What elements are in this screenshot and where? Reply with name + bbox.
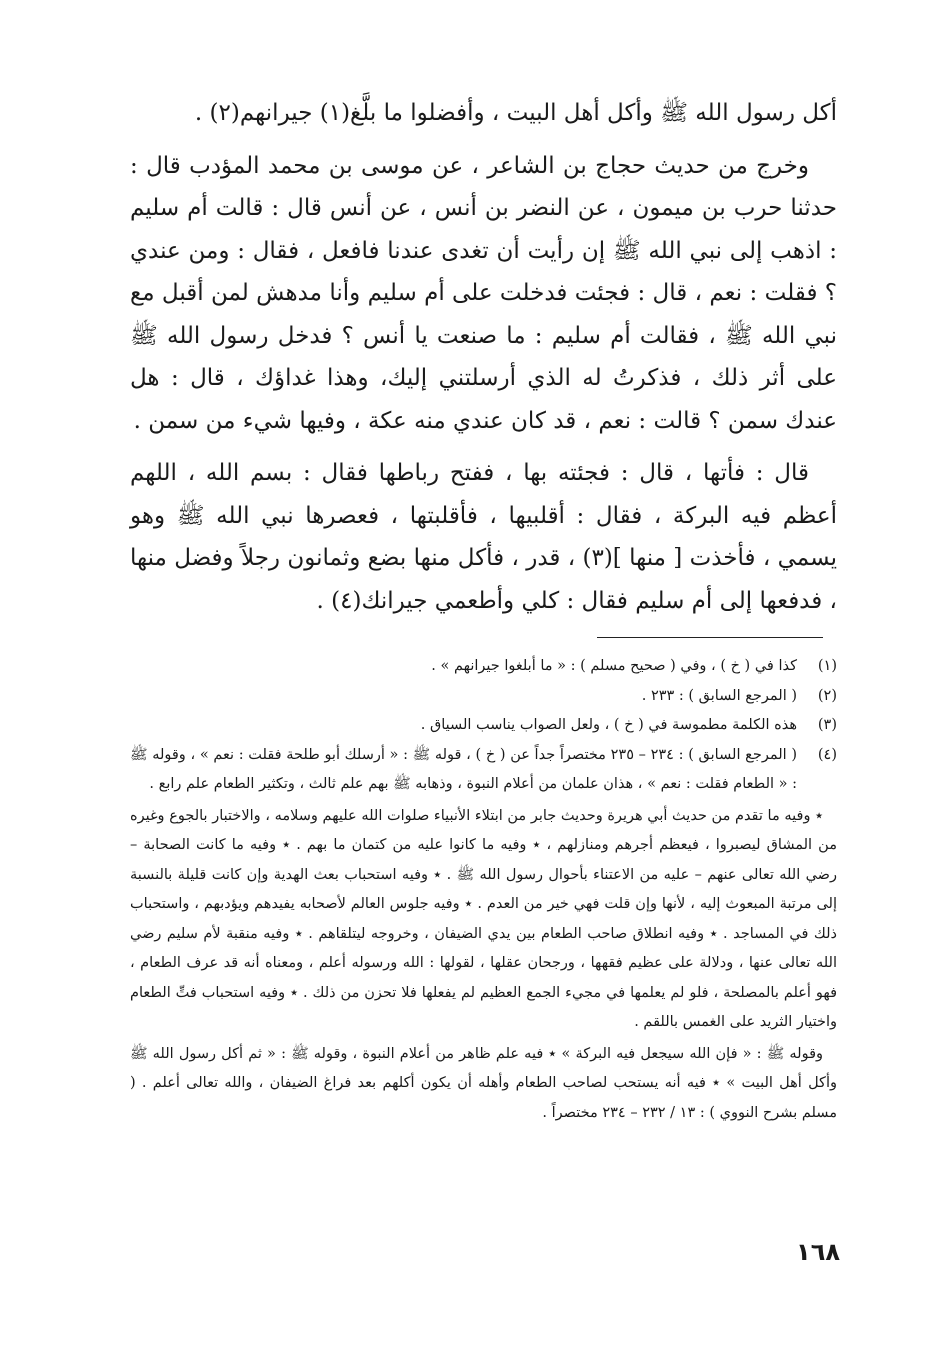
footnote-separator [597, 637, 823, 638]
footnote-number: (٣) [817, 717, 837, 733]
footnote-number: (١) [817, 658, 837, 674]
main-text [130, 92, 837, 632]
footnote-text: ( المرجع السابق ) : ٢٣٣ . [641, 687, 797, 704]
main-paragraph-1: أكل رسول الله ﷺ وأكل أهل البيت ، وأفضلوا ما بلَّغ(١) جيرانهم(٢) . [194, 100, 837, 126]
footnote-text: كذا في ( خ ) ، وفي ( صحيح مسلم ) : « ما أبلغوا جيرانهم » . [431, 658, 797, 674]
footnote-text: هذه الكلمة مطموسة في ( خ ) ، ولعل الصواب يناسب السياق . [420, 717, 797, 733]
commentary-paragraph-2: وقوله ﷺ : « فإن الله سيجعل فيه البركة » ٭ فيه علم ظاهر من أعلام النبوة ، وقوله ﷺ : « ثم أكل رسول الله ﷺ وأكل أهل البيت » ٭ فيه أنه يستحب لصاحب الطعام وأهله أن يكون أكلهم بعد فراغ الضيفان ، والله تعالى أعلم . ( مسلم بشرح النووي ) : ١٣ / ٢٣٢ – ٢٣٤ مختصراً . [130, 1045, 837, 1121]
footnote-text: ( المرجع السابق ) : ٢٣٤ – ٢٣٥ مختصراً جداً عن ( خ ) ، قوله ﷺ : « أرسلك أبو طلحة فقلت : نعم » ، وقوله ﷺ : « الطعام فقلت : نعم » ، هذان علمان من أعلام النبوة ، وذهابه ﷺ بهم علم ثالث ، وتكثير الطعام علم رابع . [130, 746, 798, 792]
footnote-4 [130, 741, 837, 800]
footnote-3 [130, 711, 837, 741]
main-paragraph-3: قال : فأتها ، قال : فجئته بها ، ففتح رباطها فقال : بسم الله ، اللهم أعظم فيه البركة ، فقال : أقلبيها ، فأقلبتها ، فعصرها نبي الله ﷺ وهو يسمي ، فأخذت [ منها ](٣) ، قدر ، فأكل منها بضع وثمانون رجلاً وفضل منها ، فدفعها إلى أم سليم فقال : كلي وأطعمي جيرانك(٤) . [130, 460, 837, 614]
page-number: ١٦٨ [796, 1238, 840, 1266]
footnote-number: (٤) [817, 746, 837, 763]
footnote-2 [130, 682, 837, 712]
footnotes [130, 652, 837, 1128]
main-paragraph-2: وخرج من حديث حجاج بن الشاعر ، عن موسى بن محمد المؤدب قال : حدثنا حرب بن ميمون ، عن النضر بن أنس ، عن أنس قال : قالت أم سليم : اذهب إلى نبي الله ﷺ إن رأيت أن تغدى عندنا فافعل ، فقال : ومن عندي ؟ فقلت : نعم ، قال : فجئت فدخلت على أم سليم وأنا مدهش لمن أقبل مع نبي الله ﷺ ، فقالت أم سليم : ما صنعت يا أنس ؟ فدخل رسول الله ﷺ على أثر ذلك ، فذكرتُ له الذي أرسلتني إليك، وهذا غداؤك ، قال : هل عندك سمن ؟ قالت : نعم ، قد كان عندي منه عكة ، وفيها شيء من سمن . [130, 152, 837, 434]
footnote-number: (٢) [817, 687, 837, 704]
footnote-1 [130, 652, 837, 682]
commentary-paragraph-1: ٭ وفيه ما تقدم من حديث أبي هريرة وحديث جابر من ابتلاء الأنبياء صلوات الله عليهم وسلامه ، والاختبار بالجوع وغيره من المشاق ليصبروا ، فيعظم أجرهم ومنازلهم ، ٭ وفيه ما كانوا عليه من كتمان ما بهم . ٭ وفيه ما كانت الصحابة – رضي الله تعالى عنهم – عليه من الاعتناء بأحوال رسول الله ﷺ . ٭ وفيه استحباب بعث الهدية وإن كانت قليلة بالنسبة إلى مرتبة المبعوث إليه ، لأنها وإن قلت فهي خير من العدم . ٭ وفيه جلوس العالم لأصحابه يفيدهم ويؤدبهم ، واستحباب ذلك في المساجد . ٭ وفيه انطلاق صاحب الطعام بين يدي الضيفان ، وخروجه ليتلقاهم . ٭ وفيه منقبة لأم سليم رضي الله تعالى عنها ، ودلالة على عظيم فقهها ، ورجحان عقلها ، لقولها : الله ورسوله أعلم ، ومعناه أنه قد عرف الطعام ، فهو أعلم بالمصلحة ، فلو لم يعلمها في مجيء الجمع العظيم لم يفعلها فلا تحزن من ذلك . ٭ وفيه استحباب فتِّ الطعام واختيار الثريد على الغمس باللقم . [130, 807, 837, 1030]
